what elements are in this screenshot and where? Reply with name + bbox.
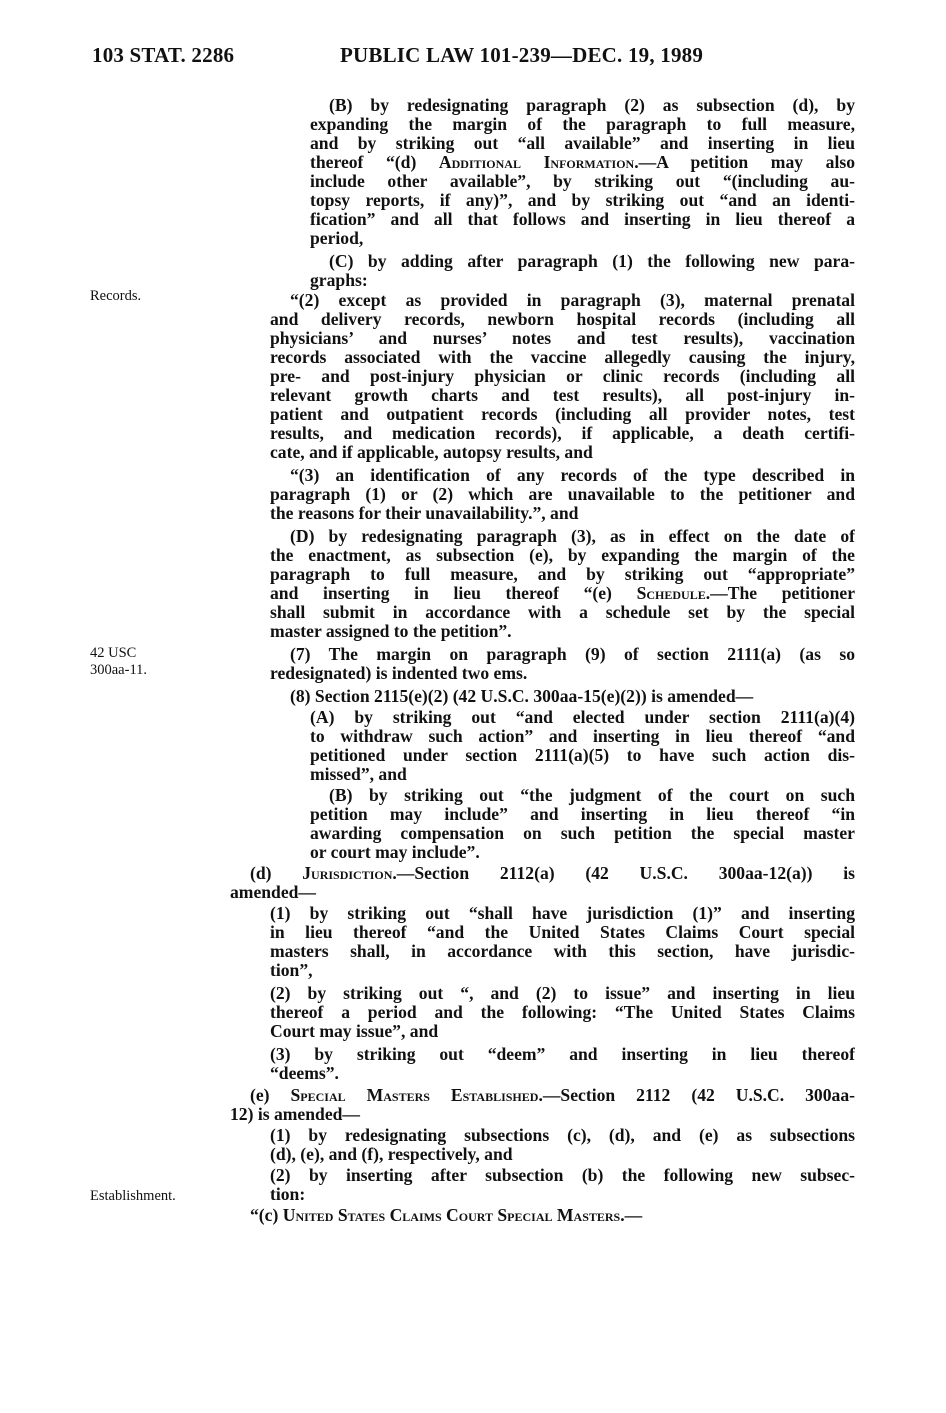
text-line: physicians’ and nurses’ notes and test results), vaccination: [270, 329, 855, 348]
text-line: (d), (e), and (f), respectively, and: [270, 1144, 513, 1164]
text-line: Court may issue”, and: [270, 1021, 439, 1041]
text-line: (D) by redesignating paragraph (3), as in effect on the date of: [290, 527, 855, 546]
text-line: fication” and all that follows and inserting in lieu thereof a: [310, 210, 855, 229]
text-line: masters shall, in accordance with this section, have jurisdic-: [270, 942, 855, 961]
text-line: “(c) United States Claims Court Special Masters.—: [250, 1205, 643, 1225]
margin-note-usc: 42 USC: [90, 645, 137, 661]
text-line: shall submit in accordance with a schedule set by the special: [270, 603, 855, 622]
text-line: amended—: [230, 882, 317, 902]
text-line: pre- and post-injury physician or clinic records (including all: [270, 367, 855, 386]
margin-note-records: Records.: [90, 288, 142, 304]
text-line: (1) by redesignating subsections (c), (d), and (e) as subsections: [270, 1126, 855, 1145]
text-line: results, and medication records), if applicable, a death certifi-: [270, 424, 855, 443]
text-line: cate, and if applicable, autopsy results, and: [270, 442, 593, 462]
text-line: include other available”, by striking out “(including au-: [310, 172, 855, 191]
text-line: (2) by striking out “, and (2) to issue” and inserting in lieu: [270, 984, 855, 1003]
text-line: patient and outpatient records (including all provider notes, test: [270, 405, 855, 424]
text-line: “(3) an identification of any records of the type described in: [290, 466, 855, 485]
text-line: tion:: [270, 1184, 306, 1204]
text-line: (2) by inserting after subsection (b) the following new subsec-: [270, 1166, 855, 1185]
text-line: period,: [310, 228, 364, 248]
text-line: master assigned to the petition”.: [270, 621, 512, 641]
text-line: (A) by striking out “and elected under section 2111(a)(4): [310, 708, 855, 727]
text-line: topsy reports, if any)”, and by striking out “and an identi-: [310, 191, 855, 210]
text-line: 12) is amended—: [230, 1104, 361, 1124]
margin-note-establishment: Establishment.: [90, 1188, 176, 1204]
text-line: thereof a period and the following: “The United States Claims: [270, 1003, 855, 1022]
text-line: to withdraw such action” and inserting in lieu thereof “and: [310, 727, 855, 746]
text-line: paragraph (1) or (2) which are unavailable to the petitioner and: [270, 485, 855, 504]
text-line: (1) by striking out “shall have jurisdiction (1)” and inserting: [270, 904, 855, 923]
text-line: awarding compensation on such petition the special master: [310, 824, 855, 843]
page-header: [92, 43, 916, 73]
text-line: graphs:: [310, 270, 368, 290]
margin-note-usc-section: 300aa-11.: [90, 662, 148, 678]
text-line: redesignated) is indented two ems.: [270, 663, 528, 683]
text-line: records associated with the vaccine allegedly causing the injury,: [270, 348, 855, 367]
text-line: “deems”.: [270, 1063, 339, 1083]
text-line: missed”, and: [310, 764, 407, 784]
text-line: the enactment, as subsection (e), by expanding the margin of the: [270, 546, 855, 565]
text-line: “(2) except as provided in paragraph (3), maternal prenatal: [290, 291, 855, 310]
text-line: (3) by striking out “deem” and inserting in lieu thereof: [270, 1045, 855, 1064]
text-line: (7) The margin on paragraph (9) of section 2111(a) (as so: [290, 645, 855, 664]
text-line: in lieu thereof “and the United States Claims Court special: [270, 923, 855, 942]
public-law-title: PUBLIC LAW 101-239—DEC. 19, 1989: [340, 43, 704, 67]
text-line: and inserting in lieu thereof “(e) Schedule.—The petitioner: [270, 584, 855, 603]
text-line: (C) by adding after paragraph (1) the following new para-: [329, 252, 855, 271]
text-line: tion”,: [270, 960, 313, 980]
text-line: (B) by redesignating paragraph (2) as subsection (d), by: [329, 96, 855, 115]
statute-page-number: 103 STAT. 2286: [92, 43, 235, 67]
text-line: the reasons for their unavailability.”, and: [270, 503, 579, 523]
text-line: or court may include”.: [310, 842, 480, 862]
text-line: and by striking out “all available” and inserting in lieu: [310, 134, 855, 153]
text-line: (B) by striking out “the judgment of the court on such: [329, 786, 855, 805]
text-line: (d) Jurisdiction.—Section 2112(a) (42 U.S.C. 300aa-12(a)) is: [250, 864, 855, 883]
text-line: thereof “(d) Additional Information.—A petition may also: [310, 153, 855, 172]
text-line: (8) Section 2115(e)(2) (42 U.S.C. 300aa-15(e)(2)) is amended—: [290, 686, 754, 706]
text-line: paragraph to full measure, and by striking out “appropriate”: [270, 565, 855, 584]
text-line: petition may include” and inserting in lieu thereof “in: [310, 805, 855, 824]
text-line: and delivery records, newborn hospital records (including all: [270, 310, 855, 329]
text-line: (e) Special Masters Established.—Section 2112 (42 U.S.C. 300aa-: [250, 1086, 855, 1105]
text-line: expanding the margin of the paragraph to full measure,: [310, 115, 855, 134]
text-line: relevant growth charts and test results), all post-injury in-: [270, 386, 855, 405]
text-line: petitioned under section 2111(a)(5) to have such action dis-: [310, 746, 855, 765]
